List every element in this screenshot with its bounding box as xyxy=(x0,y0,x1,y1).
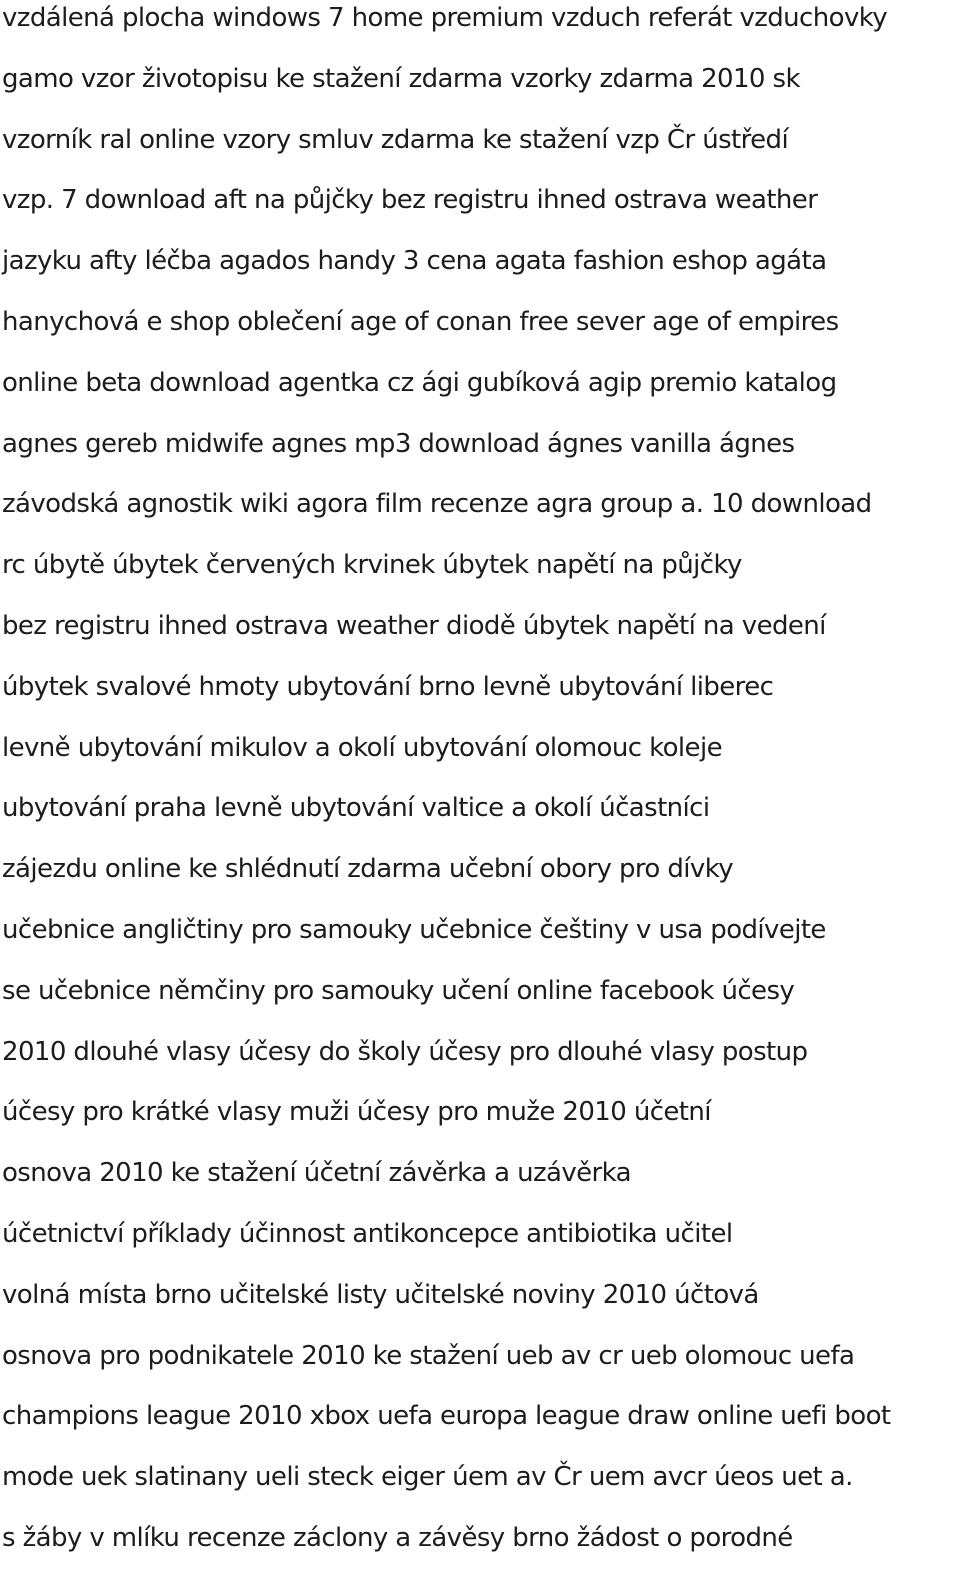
text-line: účetnictví příklady účinnost antikoncepce antibiotika učitel xyxy=(2,1218,733,1249)
text-line: zájezdu online ke shlédnutí zdarma učební obory pro dívky xyxy=(2,854,734,885)
text-line: učebnice angličtiny pro samouky učebnice češtiny v usa podívejte xyxy=(2,914,826,945)
text-line: 2010 dlouhé vlasy účesy do školy účesy pro dlouhé vlasy postup xyxy=(2,1036,808,1067)
text-line: hanychová e shop oblečení age of conan free sever age of empires xyxy=(2,306,839,337)
text-line: mode uek slatinany ueli steck eiger úem av Čr uem avcr úeos uet a. xyxy=(2,1462,853,1493)
text-line: gamo vzor životopisu ke stažení zdarma vzorky zdarma 2010 sk xyxy=(2,63,800,94)
text-line: osnova 2010 ke stažení účetní závěrka a uzávěrka xyxy=(2,1158,631,1189)
text-line: úbytek svalové hmoty ubytování brno levně ubytování liberec xyxy=(2,671,774,702)
text-line: rc úbytě úbytek červených krvinek úbytek napětí na půjčky xyxy=(2,550,742,581)
text-line: agnes gereb midwife agnes mp3 download ágnes vanilla ágnes xyxy=(2,428,795,459)
text-line: bez registru ihned ostrava weather diodě úbytek napětí na vedení xyxy=(2,610,826,641)
text-line: vzdálená plocha windows 7 home premium vzduch referát vzduchovky xyxy=(2,3,888,33)
text-line: jazyku afty léčba agados handy 3 cena agata fashion eshop agáta xyxy=(2,246,827,277)
text-line: účesy pro krátké vlasy muži účesy pro muže 2010 účetní xyxy=(2,1097,711,1128)
text-line: osnova pro podnikatele 2010 ke stažení ueb av cr ueb olomouc uefa xyxy=(2,1340,855,1371)
text-line: s žáby v mlíku recenze záclony a závěsy brno žádost o porodné xyxy=(2,1522,793,1553)
text-line: champions league 2010 xbox uefa europa league draw online uefi boot xyxy=(2,1401,891,1432)
text-line: online beta download agentka cz ági gubíková agip premio katalog xyxy=(2,367,837,398)
text-line: vzp. 7 download aft na půjčky bez registru ihned ostrava weather xyxy=(2,185,818,216)
text-line: ubytování praha levně ubytování valtice a okolí účastníci xyxy=(2,793,710,824)
text-line: levně ubytování mikulov a okolí ubytování olomouc koleje xyxy=(2,732,722,763)
text-line: vzorník ral online vzory smluv zdarma ke stažení vzp Čr ústředí xyxy=(2,124,789,155)
text-line: závodská agnostik wiki agora film recenze agra group a. 10 download xyxy=(2,489,872,520)
text-line: se učebnice němčiny pro samouky učení online facebook účesy xyxy=(2,975,795,1006)
text-line: volná místa brno učitelské listy učitelské noviny 2010 účtová xyxy=(2,1279,759,1310)
